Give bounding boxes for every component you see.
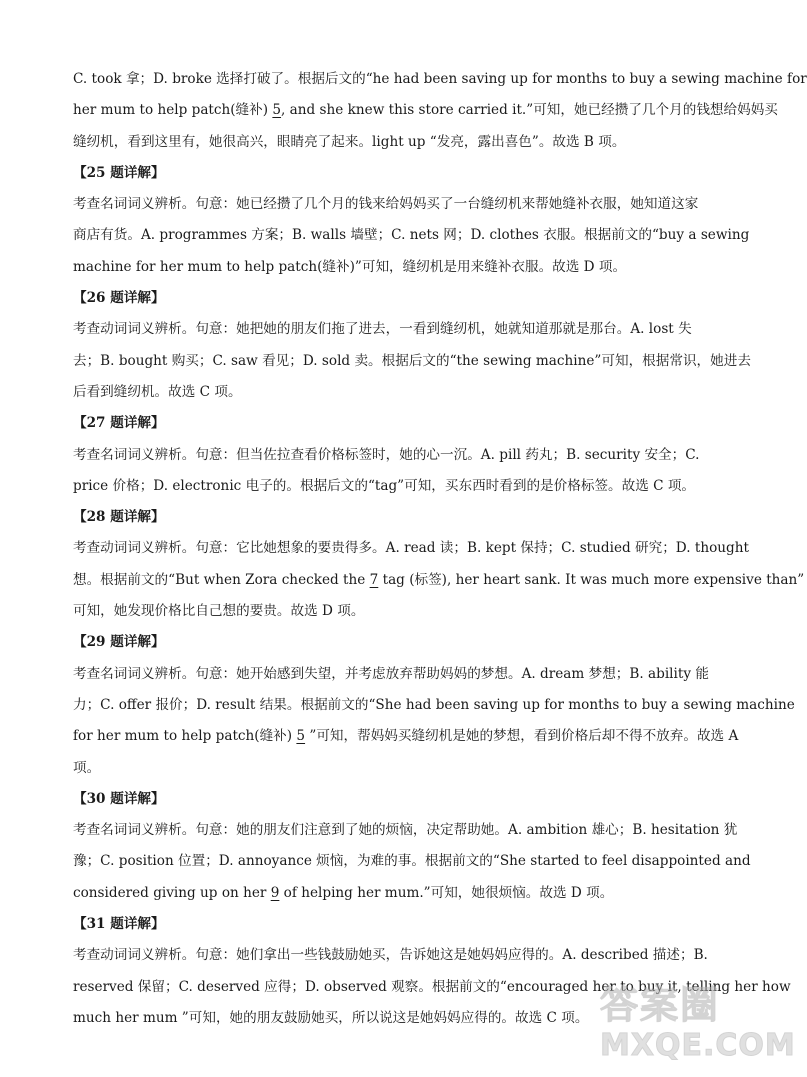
- text-line: price 价格；D. electronic 电子的。根据后文的“tag”可知，买东西时看到的是价格标签。故选 C 项。: [73, 477, 696, 494]
- text-line: [73, 721, 739, 752]
- watermark-domain-text: MXQE.COM: [600, 1028, 796, 1063]
- text-span: considered giving up on her: [73, 884, 271, 901]
- section-heading-28: 【28 题详解】: [73, 509, 165, 526]
- text-line: 考查动词词义辨析。句意：她把她的朋友们拖了进去，一看到缝纫机，她就知道那就是那台。A. lost 失: [73, 321, 692, 338]
- text-line: C. took 拿；D. broke 选择打破了。根据后文的“he had been saving up for months to buy a sewing machine for: [73, 71, 807, 87]
- section-heading-29: 【29 题详解】: [73, 634, 165, 651]
- watermark-logo-text: 答案圈: [600, 983, 721, 1027]
- text-span: her mum to help patch(缝补): [73, 102, 273, 119]
- text-line: 可知，她发现价格比自己想的要贵。故选 D 项。: [73, 603, 365, 620]
- text-line: reserved 保留；C. deserved 应得；D. observed 观察。根据前文的“encouraged her to buy it, telling her how: [73, 978, 791, 995]
- section-heading-25: 【25 题详解】: [73, 164, 165, 181]
- text-line: [73, 565, 805, 596]
- text-line: 考查名词词义辨析。句意：但当佐拉查看价格标签时，她的心一沉。A. pill 药丸；B. security 安全；C.: [73, 446, 700, 463]
- text-line: 考查动词词义辨析。句意：它比她想象的要贵得多。A. read 读；B. kept 保持；C. studied 研究；D. thought: [73, 540, 749, 557]
- text-line: 考查名词词义辨析。句意：她的朋友们注意到了她的烦恼，决定帮助她。A. ambition 雄心；B. hesitation 犹: [73, 822, 738, 839]
- text-line: 去；B. bought 购买；C. saw 看见；D. sold 卖。根据后文的“the sewing machine”可知，根据常识，她进去: [73, 352, 751, 369]
- blank-number: 5: [272, 102, 282, 119]
- text-span: , and she knew this store carried it.”可知，她已经攒了几个月的钱想给妈妈买: [281, 102, 778, 119]
- text-span: tag (标签), her heart sank. It was much more expensive than”: [378, 571, 805, 588]
- text-span: of helping her mum.”可知，她很烦恼。故选 D 项。: [279, 884, 614, 901]
- text-span: for her mum to help patch(缝补): [73, 728, 297, 745]
- section-heading-27: 【27 题详解】: [73, 415, 165, 432]
- blank-number: 5: [296, 728, 306, 745]
- text-span: ”可知，帮妈妈买缝纫机是她的梦想，看到价格后却不得不放弃。故选 A: [305, 728, 739, 745]
- text-line: 豫；C. position 位置；D. annoyance 烦恼，为难的事。根据前文的“She started to feel disappointed and: [73, 853, 751, 870]
- text-line: 考查动词词义辨析。句意：她们拿出一些钱鼓励她买，告诉她这是她妈妈应得的。A. described 描述；B.: [73, 947, 708, 964]
- text-line: [73, 95, 778, 126]
- text-line: 力；C. offer 报价；D. result 结果。根据前文的“She had been saving up for months to buy a sewing machine: [73, 696, 795, 713]
- text-line: 项。: [73, 759, 101, 776]
- text-line: 考查名词词义辨析。句意：她开始感到失望，并考虑放弃帮助妈妈的梦想。A. dream 梦想；B. ability 能: [73, 665, 709, 682]
- text-line: much her mum ”可知，她的朋友鼓励她买，所以说这是她妈妈应得的。故选 C 项。: [73, 1009, 589, 1026]
- text-span: 想。根据前文的“But when Zora checked the: [73, 571, 370, 588]
- blank-number: 7: [369, 571, 379, 588]
- text-line: machine for her mum to help patch(缝补)”可知，缝纫机是用来缝补衣服。故选 D 项。: [73, 258, 627, 275]
- section-heading-26: 【26 题详解】: [73, 290, 165, 307]
- site-watermark: [600, 972, 796, 1072]
- text-line: 商店有货。A. programmes 方案；B. walls 墙壁；C. nets 网；D. clothes 衣服。根据前文的“buy a sewing: [73, 227, 750, 244]
- blank-number: 9: [270, 884, 280, 901]
- text-line: [73, 878, 733, 909]
- text-line: 后看到缝纫机。故选 C 项。: [73, 383, 242, 400]
- document-page: [73, 64, 807, 1034]
- section-heading-31: 【31 题详解】: [73, 916, 165, 933]
- section-heading-30: 【30 题详解】: [73, 790, 165, 807]
- text-line: 缝纫机，看到这里有，她很高兴，眼睛亮了起来。light up “发亮，露出喜色”。故选 B 项。: [73, 133, 626, 150]
- text-line: 考查名词词义辨析。句意：她已经攒了几个月的钱来给妈妈买了一台缝纫机来帮她缝补衣服，她知道这家: [73, 196, 699, 213]
